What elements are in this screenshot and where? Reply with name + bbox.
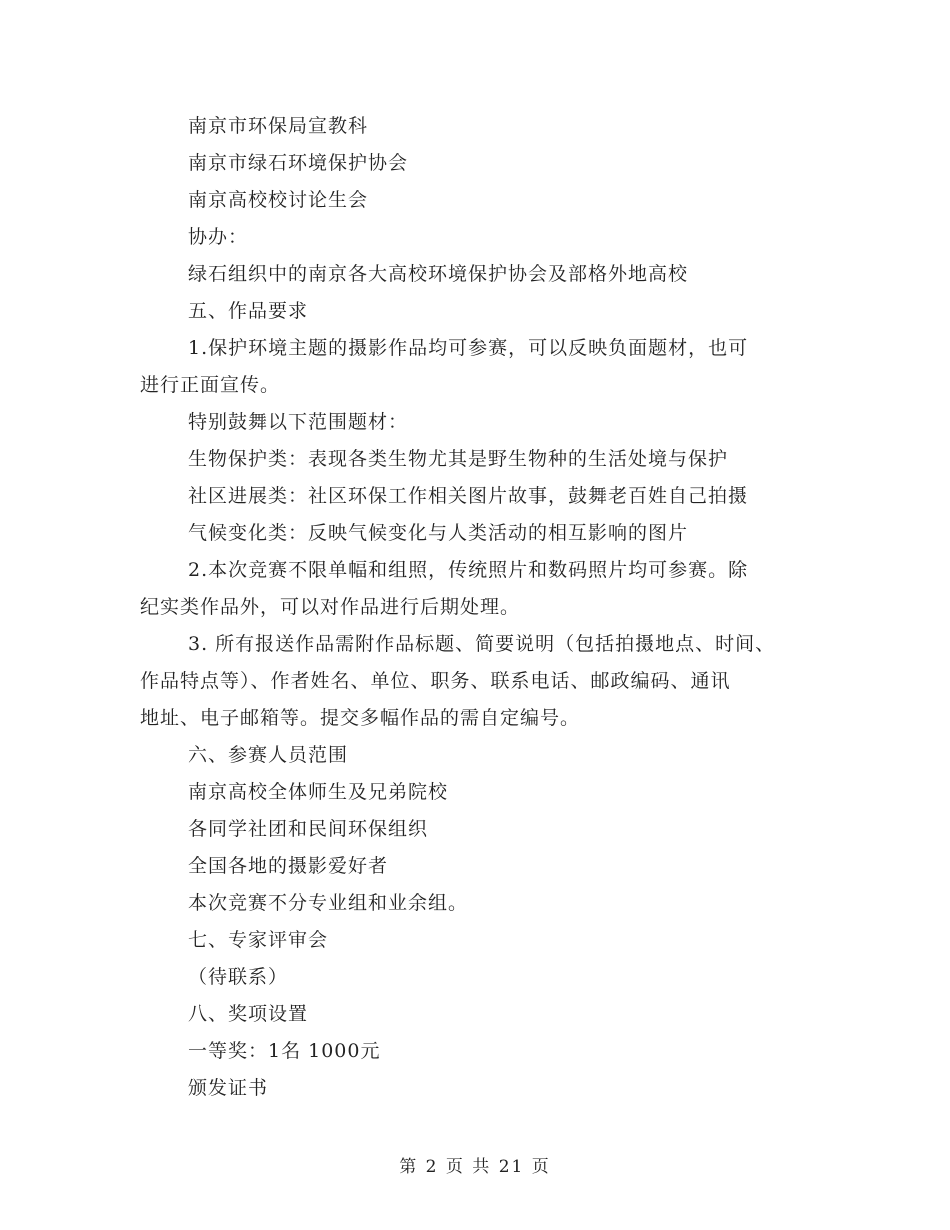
- organizer-line-1: 南京市环保局宣教科: [188, 115, 369, 137]
- co-organizer-heading: 协办：: [188, 226, 249, 248]
- section-heading-5: 五、作品要求: [188, 300, 309, 322]
- participant-line-4: 本次竞赛不分专业组和业余组。: [188, 892, 469, 914]
- section-heading-6: 六、参赛人员范围: [188, 744, 349, 766]
- participant-line-2: 各同学社团和民间环保组织: [188, 818, 429, 840]
- section-heading-8: 八、奖项设置: [188, 1003, 309, 1025]
- first-prize-line: 一等奖：1名 1000元: [188, 1040, 381, 1062]
- encouraged-topics-heading: 特别鼓舞以下范围题材：: [188, 411, 409, 433]
- review-panel-note: （待联系）: [188, 966, 289, 988]
- requirement-1-line-2: 进行正面宣传。: [140, 374, 281, 396]
- participant-line-3: 全国各地的摄影爱好者: [188, 855, 389, 877]
- requirement-3-line-3: 地址、电子邮箱等。提交多幅作品的需自定编号。: [140, 707, 581, 729]
- topic-climate: 气候变化类：反映气候变化与人类活动的相互影响的图片: [188, 522, 689, 544]
- requirement-2-line-2: 纪实类作品外，可以对作品进行后期处理。: [140, 596, 521, 618]
- section-heading-7: 七、专家评审会: [188, 929, 329, 951]
- organizer-line-3: 南京高校校讨论生会: [188, 189, 369, 211]
- requirement-1-line-1: 1.保护环境主题的摄影作品均可参赛，可以反映负面题材，也可: [188, 337, 749, 359]
- requirement-3-line-2: 作品特点等）、作者姓名、单位、职务、联系电话、邮政编码、通讯: [140, 670, 731, 692]
- requirement-2-line-1: 2.本次竞赛不限单幅和组照，传统照片和数码照片均可参赛。除: [188, 559, 749, 581]
- requirement-3-line-1: 3. 所有报送作品需附作品标题、简要说明（包括拍摄地点、时间、: [188, 633, 776, 655]
- co-organizer-line: 绿石组织中的南京各大高校环境保护协会及部格外地高校: [188, 263, 689, 285]
- organizer-line-2: 南京市绿石环境保护协会: [188, 152, 409, 174]
- topic-biology: 生物保护类：表现各类生物尤其是野生物种的生活处境与保护: [188, 448, 729, 470]
- topic-community: 社区进展类：社区环保工作相关图片故事，鼓舞老百姓自己拍摄: [188, 485, 749, 507]
- certificate-line: 颁发证书: [188, 1077, 269, 1099]
- page-number-footer: 第 2 页 共 21 页: [399, 1157, 551, 1177]
- participant-line-1: 南京高校全体师生及兄弟院校: [188, 781, 449, 803]
